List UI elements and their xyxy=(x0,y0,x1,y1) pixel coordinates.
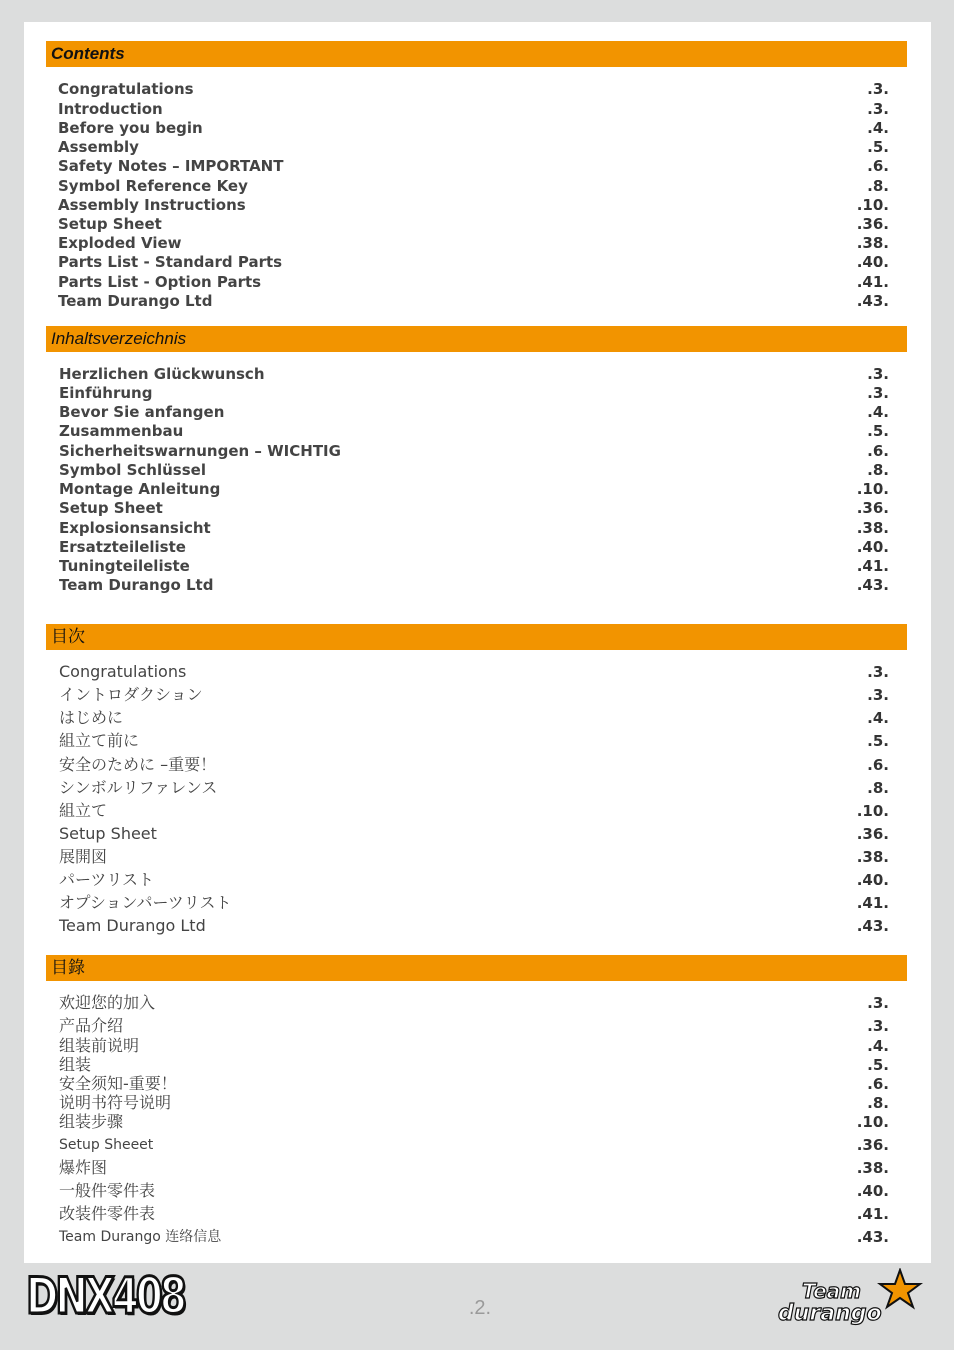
toc-entry-page: .4. xyxy=(867,403,889,421)
toc-entry-page: .43. xyxy=(856,917,889,935)
toc-entry-label: Setup Sheet xyxy=(58,215,162,233)
toc-entry-label: Congratulations xyxy=(59,662,187,681)
toc-entry-page: .3. xyxy=(867,1017,889,1035)
toc-entry-page: .3. xyxy=(867,80,889,98)
toc-entry-page: .6. xyxy=(867,1075,889,1093)
toc-entry-page: .4. xyxy=(867,119,889,137)
toc-entry-page: .40. xyxy=(856,1182,889,1200)
toc-entry xyxy=(46,518,907,538)
toc-entry-page: .40. xyxy=(856,871,889,889)
toc-entry-label: Before you begin xyxy=(58,119,203,137)
toc-entry-page: .10. xyxy=(856,1113,889,1131)
toc-entry-page: .6. xyxy=(867,442,889,460)
toc-entry xyxy=(46,1204,907,1224)
toc-entry-page: .8. xyxy=(867,177,889,195)
toc-entry-label: Assembly xyxy=(58,138,139,156)
contents-section-en xyxy=(46,41,907,310)
toc-entry xyxy=(46,441,907,461)
toc-entry xyxy=(46,1016,907,1036)
toc-entry-page: .5. xyxy=(867,732,889,750)
toc-entry xyxy=(46,993,907,1013)
toc-entry-label: Parts List - Option Parts xyxy=(58,273,262,291)
toc-entry-page: .8. xyxy=(867,1094,889,1112)
toc-entry-page: .36. xyxy=(856,499,889,517)
toc-entry-page: .38. xyxy=(856,848,889,866)
toc-entry-label: Setup Sheeet xyxy=(59,1137,154,1153)
toc-entry-page: .41. xyxy=(856,894,889,912)
toc-entry xyxy=(46,99,907,119)
toc-entry-label: 組立て前に xyxy=(59,731,140,750)
toc-entry-page: .43. xyxy=(856,576,889,594)
section-header: Contents xyxy=(46,41,907,67)
brand-logo-team: Team xyxy=(802,1279,861,1303)
toc-entry xyxy=(46,214,907,234)
toc-entry-label: Einführung xyxy=(59,384,153,402)
toc-entry-label: Ersatzteileliste xyxy=(59,538,186,556)
toc-entry-label: Team Durango Ltd xyxy=(58,292,213,310)
toc-entry-label: 产品介绍 xyxy=(59,1016,124,1035)
toc-entry-label: 一般件零件表 xyxy=(59,1181,156,1200)
toc-entry-label: シンボルリファレンス xyxy=(59,778,218,797)
toc-entry xyxy=(46,176,907,196)
toc-entry xyxy=(46,1112,907,1132)
dnx408-logo: DNX408 xyxy=(26,1267,184,1325)
toc-entry xyxy=(46,708,907,728)
toc-entry-label: 欢迎您的加入 xyxy=(59,993,156,1012)
toc-entry-page: .40. xyxy=(856,538,889,556)
toc-entry xyxy=(46,421,907,441)
toc-entry xyxy=(46,801,907,821)
toc-entry-label: はじめに xyxy=(59,708,124,727)
toc-entry xyxy=(46,537,907,557)
toc-entry-label: Introduction xyxy=(58,100,163,118)
toc-entry-label: 安全のために –重要！ xyxy=(59,755,217,774)
toc-entry xyxy=(46,383,907,403)
toc-entry-page: .8. xyxy=(867,779,889,797)
toc-entry-label: Congratulations xyxy=(58,80,194,98)
toc-entry-label: Parts List - Standard Parts xyxy=(58,253,283,271)
toc-entry-label: 展開図 xyxy=(59,847,108,866)
toc-entry xyxy=(46,893,907,913)
toc-entry xyxy=(46,1158,907,1178)
toc-entry xyxy=(46,1135,907,1155)
toc-entry-label: Setup Sheet xyxy=(59,499,163,517)
toc-entry xyxy=(46,402,907,422)
toc-entry-page: .36. xyxy=(856,215,889,233)
contents-section-zh xyxy=(46,955,907,1246)
toc-entry-page: .41. xyxy=(856,557,889,575)
toc-entry-page: .3. xyxy=(867,384,889,402)
toc-entry-page: .3. xyxy=(867,365,889,383)
section-header: Inhaltsverzeichnis xyxy=(46,326,907,352)
toc-entry-page: .5. xyxy=(867,138,889,156)
toc-entry xyxy=(46,1074,907,1094)
section-header: 目錄 xyxy=(46,955,907,981)
toc-entry xyxy=(46,1036,907,1056)
toc-entry-label: Assembly Instructions xyxy=(58,196,246,214)
toc-entry xyxy=(46,685,907,705)
toc-entry xyxy=(46,156,907,176)
toc-entry xyxy=(46,233,907,253)
toc-entry-page: .38. xyxy=(856,519,889,537)
toc-entry-page: .3. xyxy=(867,663,889,681)
toc-entry xyxy=(46,778,907,798)
toc-entry-label: Setup Sheet xyxy=(59,824,157,843)
toc-entry-label: Team Durango 连络信息 xyxy=(59,1229,222,1245)
toc-entry xyxy=(46,1093,907,1113)
toc-entry-label: 组装 xyxy=(59,1055,92,1074)
toc-entry-label: Team Durango Ltd xyxy=(59,576,214,594)
toc-entry xyxy=(46,364,907,384)
toc-entry-page: .5. xyxy=(867,422,889,440)
toc-entry-label: Symbol Schlüssel xyxy=(59,461,206,479)
toc-entry-label: オプションパーツリスト xyxy=(59,893,232,912)
toc-entry xyxy=(46,291,907,311)
team-durango-logo xyxy=(772,1268,932,1330)
toc-entry xyxy=(46,755,907,775)
toc-entry-label: Montage Anleitung xyxy=(59,480,221,498)
toc-entry xyxy=(46,1181,907,1201)
toc-entry xyxy=(46,731,907,751)
toc-entry xyxy=(46,916,907,936)
toc-entry-label: Team Durango Ltd xyxy=(59,916,206,935)
toc-entry-page: .10. xyxy=(856,196,889,214)
toc-entry-label: 安全须知-重要！ xyxy=(59,1074,177,1093)
toc-entry-page: .3. xyxy=(867,994,889,1012)
page-number: .2. xyxy=(468,1297,492,1319)
toc-entry-label: イントロダクション xyxy=(59,685,203,704)
star-icon xyxy=(880,1270,920,1307)
toc-entry-label: Bevor Sie anfangen xyxy=(59,403,225,421)
toc-entry xyxy=(46,460,907,480)
brand-logo-durango: durango xyxy=(778,1301,882,1326)
toc-entry-label: Sicherheitswarnungen – WICHTIG xyxy=(59,442,341,460)
toc-entry-label: パーツリスト xyxy=(59,870,155,889)
toc-entry-label: 爆炸图 xyxy=(59,1158,108,1177)
toc-entry xyxy=(46,847,907,867)
toc-entry xyxy=(46,824,907,844)
toc-entry xyxy=(46,1055,907,1075)
toc-entry-page: .6. xyxy=(867,157,889,175)
toc-entry-label: Zusammenbau xyxy=(59,422,184,440)
toc-entry-page: .5. xyxy=(867,1056,889,1074)
toc-entry-page: .43. xyxy=(856,292,889,310)
section-header: 目次 xyxy=(46,624,907,650)
toc-entry-label: Symbol Reference Key xyxy=(58,177,248,195)
toc-entry xyxy=(46,1227,907,1247)
toc-entry-page: .36. xyxy=(856,1136,889,1154)
toc-entry xyxy=(46,118,907,138)
toc-entry-page: .10. xyxy=(856,802,889,820)
toc-entry-page: .3. xyxy=(867,100,889,118)
toc-entry xyxy=(46,575,907,595)
toc-entry-page: .41. xyxy=(856,1205,889,1223)
toc-entry-page: .10. xyxy=(856,480,889,498)
toc-entry-label: 组装步骤 xyxy=(59,1112,124,1131)
toc-entry xyxy=(46,272,907,292)
toc-entry xyxy=(46,870,907,890)
toc-entry xyxy=(46,252,907,272)
toc-entry-page: .4. xyxy=(867,709,889,727)
toc-entry-label: Exploded View xyxy=(58,234,182,252)
toc-entry xyxy=(46,479,907,499)
toc-entry xyxy=(46,498,907,518)
toc-entry-label: 組立て xyxy=(59,801,108,820)
toc-entry-page: .3. xyxy=(867,686,889,704)
toc-entry-page: .41. xyxy=(856,273,889,291)
toc-entry xyxy=(46,556,907,576)
document-page xyxy=(24,22,931,1263)
toc-entry-page: .43. xyxy=(856,1228,889,1246)
toc-entry xyxy=(46,195,907,215)
toc-entry-page: .6. xyxy=(867,756,889,774)
toc-entry-label: Safety Notes – IMPORTANT xyxy=(58,157,284,175)
toc-entry xyxy=(46,662,907,682)
contents-section-de xyxy=(46,326,907,594)
toc-entry-label: 组装前说明 xyxy=(59,1036,140,1055)
toc-entry-page: .38. xyxy=(856,234,889,252)
toc-entry-label: Tuningteileliste xyxy=(59,557,190,575)
toc-entry-page: .36. xyxy=(856,825,889,843)
toc-entry-page: .8. xyxy=(867,461,889,479)
toc-entry-label: Herzlichen Glückwunsch xyxy=(59,365,265,383)
toc-entry-page: .38. xyxy=(856,1159,889,1177)
toc-entry xyxy=(46,137,907,157)
toc-entry-label: Explosionsansicht xyxy=(59,519,211,537)
toc-entry-label: 说明书符号说明 xyxy=(59,1093,172,1112)
toc-entry-page: .4. xyxy=(867,1037,889,1055)
toc-entry-page: .40. xyxy=(856,253,889,271)
toc-entry xyxy=(46,79,907,99)
toc-entry-label: 改装件零件表 xyxy=(59,1204,156,1223)
contents-section-ja xyxy=(46,624,907,935)
